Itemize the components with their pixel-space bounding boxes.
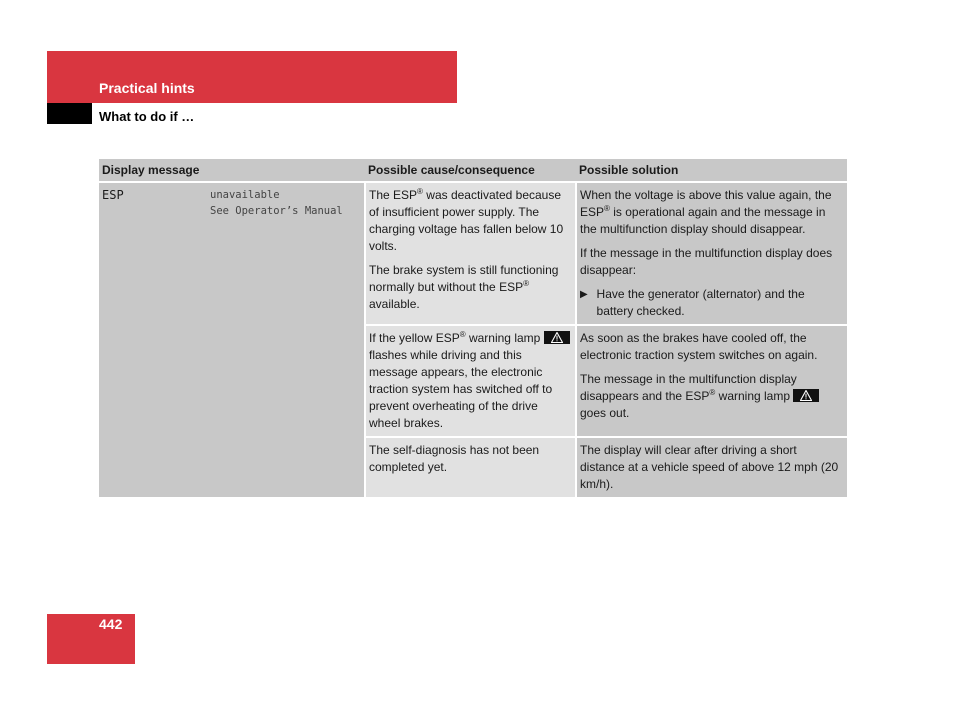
cause-cell (365, 325, 576, 437)
solution-paragraph: When the voltage is above this value again, the ESP® is operational again and the message in the multifunction display should disappear. (580, 188, 832, 236)
header-possible-solution: Possible solution (576, 159, 847, 182)
bullet-text: Have the generator (alternator) and the battery checked. (596, 287, 805, 318)
cause-cell (365, 437, 576, 497)
header-possible-cause: Possible cause/consequence (365, 159, 576, 182)
warning-triangle-icon (793, 389, 819, 402)
solution-bullet (580, 286, 844, 320)
cause-paragraph: If the yellow ESP® warning lamp flashes while driving and this message appears, the electronic traction system has switched off to prevent overheating of the drive wheel brakes. (369, 330, 572, 432)
display-text-line1: unavailable (210, 189, 280, 201)
display-code: ESP (102, 188, 124, 202)
header-display-message: Display message (99, 159, 365, 182)
cause-paragraph: The brake system is still functioning normally but without the ESP® available. (369, 263, 559, 311)
page-number: 442 (99, 616, 123, 632)
table-row (99, 182, 847, 325)
cause-paragraph: The ESP® was deactivated because of insufficient power supply. The charging voltage has fallen below 10 volts. (369, 187, 564, 253)
section-title: Practical hints (99, 80, 195, 96)
display-text-line2: See Operator’s Manual (210, 205, 343, 217)
subsection-title: What to do if … (99, 109, 195, 124)
display-message-table (99, 159, 847, 497)
bullet-arrow-icon: ▶ (580, 289, 588, 300)
table-header-row (99, 159, 847, 182)
solution-cell (576, 182, 847, 325)
solution-paragraph: The message in the multifunction display disappears and the ESP® warning lamp goes out. (580, 371, 844, 422)
solution-cell (576, 437, 847, 497)
solution-paragraph: If the message in the multifunction display does disappear: (580, 246, 833, 277)
display-message-cell (99, 182, 365, 497)
section-tab-marker (47, 103, 92, 124)
warning-triangle-icon (544, 331, 570, 344)
solution-paragraph: The display will clear after driving a short distance at a vehicle speed of above 12 mph (20 km/h). (580, 443, 839, 491)
solution-cell (576, 325, 847, 437)
solution-paragraph: As soon as the brakes have cooled off, the electronic traction system switches on again. (580, 331, 818, 362)
cause-cell (365, 182, 576, 325)
cause-paragraph: The self-diagnosis has not been completed yet. (369, 443, 540, 474)
